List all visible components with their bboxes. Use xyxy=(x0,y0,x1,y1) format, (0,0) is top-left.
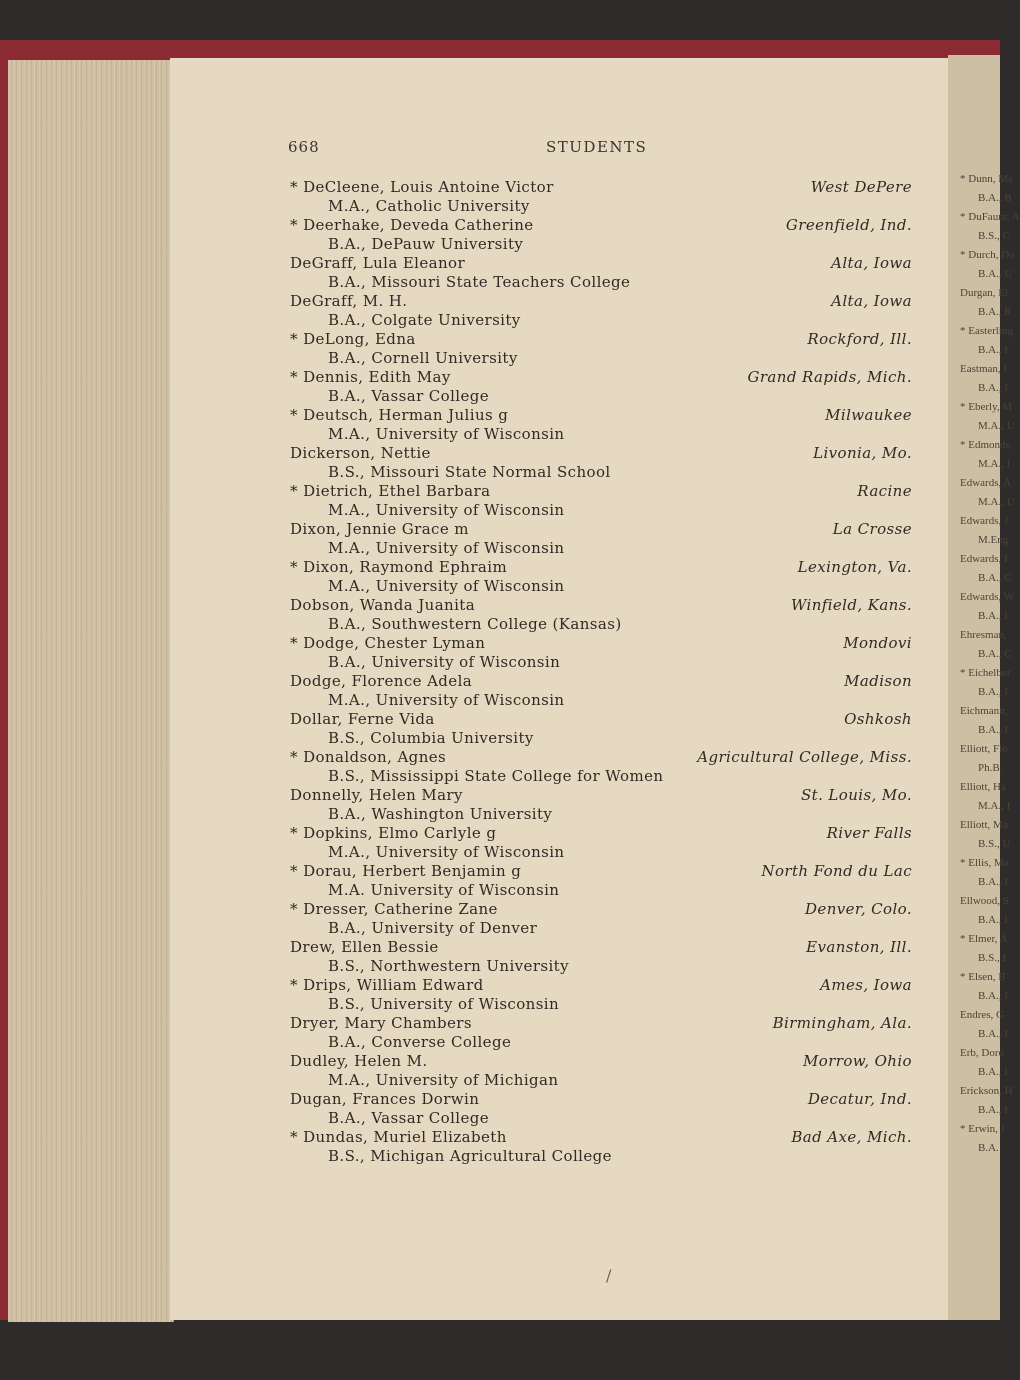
student-hometown: Greenfield, Ind. xyxy=(785,216,912,234)
next-page-fragment: Edwards, I xyxy=(960,553,1008,565)
student-entry xyxy=(290,482,912,501)
student-entry xyxy=(290,672,912,691)
next-page-fragment: * Dunn, Ma xyxy=(960,173,1013,185)
next-page-edge xyxy=(948,55,1020,1320)
next-page-fragment: B.A., C xyxy=(978,648,1012,660)
student-entry xyxy=(290,786,912,805)
student-hometown: Birmingham, Ala. xyxy=(772,1014,912,1032)
student-hometown: Oshkosh xyxy=(844,710,912,728)
next-page-fragment: * Ellis, Ma xyxy=(960,857,1009,869)
next-page-fragment: B.A., I xyxy=(978,724,1008,736)
student-hometown: Bad Axe, Mich. xyxy=(791,1128,912,1146)
next-page-fragment: Edwards, J xyxy=(960,515,1009,527)
student-entry xyxy=(290,824,912,843)
student-name: * Deerhake, Deveda Catherine xyxy=(290,216,534,234)
student-entry xyxy=(290,748,912,767)
student-name: * Dresser, Catherine Zane xyxy=(290,900,498,918)
next-page-fragment: * Elsen, B xyxy=(960,971,1006,983)
next-page-fragment: M.Eng xyxy=(978,534,1009,546)
folio-mark: / xyxy=(606,1266,612,1285)
student-entry xyxy=(290,330,912,349)
next-page-fragment: B.A., I xyxy=(978,382,1008,394)
student-entry xyxy=(290,862,912,881)
student-hometown: Morrow, Ohio xyxy=(803,1052,912,1070)
student-degree: B.S., Michigan Agricultural College xyxy=(328,1147,612,1165)
student-degree: M.A., University of Wisconsin xyxy=(328,577,565,595)
next-page-fragment: * Edmonds, xyxy=(960,439,1013,451)
next-page-fragment: M.A., I xyxy=(978,800,1011,812)
student-degree: M.A., University of Wisconsin xyxy=(328,501,565,519)
student-degree: B.A., University of Denver xyxy=(328,919,538,937)
student-degree: M.A., University of Michigan xyxy=(328,1071,559,1089)
student-name: Dodge, Florence Adela xyxy=(290,672,473,690)
student-entry xyxy=(290,292,912,311)
student-hometown: Evanston, Ill. xyxy=(806,938,912,956)
student-hometown: River Falls xyxy=(826,824,912,842)
next-page-fragment: Elliott, Ha xyxy=(960,781,1006,793)
next-page-fragment: B.A., I xyxy=(978,344,1008,356)
student-degree: M.A., University of Wisconsin xyxy=(328,843,565,861)
student-hometown: St. Louis, Mo. xyxy=(800,786,912,804)
next-page-fragment: B.A., I xyxy=(978,1028,1008,1040)
student-degree: B.A., Converse College xyxy=(328,1033,512,1051)
next-page-fragment: B.A., R xyxy=(978,306,1012,318)
next-page-fragment: B.S., C xyxy=(978,230,1010,242)
student-degree: B.S., Missouri State Normal School xyxy=(328,463,611,481)
student-hometown: North Fond du Lac xyxy=(761,862,912,880)
student-degree: B.S., University of Wisconsin xyxy=(328,995,560,1013)
next-page-fragment: B.S., I xyxy=(978,952,1007,964)
student-entry xyxy=(290,976,912,995)
student-hometown: Alta, Iowa xyxy=(831,254,912,272)
student-name: * Dundas, Muriel Elizabeth xyxy=(290,1128,507,1146)
next-page-fragment: Durgan, El xyxy=(960,287,1009,299)
student-hometown: Ames, Iowa xyxy=(820,976,912,994)
student-hometown: West DePere xyxy=(810,178,912,196)
student-hometown: Racine xyxy=(857,482,912,500)
next-page-fragment: Ph.B. xyxy=(978,762,1003,774)
page xyxy=(170,58,948,1320)
student-name: Dixon, Jennie Grace m xyxy=(290,520,469,538)
student-hometown: Mondovi xyxy=(843,634,912,652)
next-page-fragment: * Eberly, M xyxy=(960,401,1013,413)
student-degree: B.A., Southwestern College (Kansas) xyxy=(328,615,622,633)
student-degree: B.S., Northwestern University xyxy=(328,957,569,975)
student-name: * Drips, William Edward xyxy=(290,976,484,994)
page-number: 668 xyxy=(288,138,320,156)
next-page-fragment: B.A., I xyxy=(978,686,1008,698)
next-page-fragment: B.A., C xyxy=(978,572,1012,584)
student-hometown: Winfield, Kans. xyxy=(790,596,912,614)
student-hometown: Rockford, Ill. xyxy=(807,330,912,348)
running-head: STUDENTS xyxy=(546,138,648,156)
student-name: * Dodge, Chester Lyman xyxy=(290,634,486,652)
student-entry xyxy=(290,368,912,387)
student-entry xyxy=(290,634,912,653)
student-degree: B.A., Colgate University xyxy=(328,311,521,329)
next-page-fragment: * Elmer, A xyxy=(960,933,1008,945)
next-page-fragment: Elliott, Ma xyxy=(960,819,1008,831)
student-name: * Dennis, Edith May xyxy=(290,368,451,386)
next-page-fragment: * Eichelber xyxy=(960,667,1011,679)
next-page-fragment: * Erwin, J xyxy=(960,1123,1005,1135)
student-entry xyxy=(290,1052,912,1071)
next-page-fragment: Edwards, A xyxy=(960,477,1012,489)
next-page-fragment: Erb, Doro xyxy=(960,1047,1004,1059)
student-hometown: La Crosse xyxy=(832,520,912,538)
student-degree: B.S., Columbia University xyxy=(328,729,534,747)
next-page-fragment: M.A., I xyxy=(978,458,1011,470)
student-entry xyxy=(290,1014,912,1033)
student-name: * Dorau, Herbert Benjamin g xyxy=(290,862,522,880)
student-hometown: Lexington, Va. xyxy=(797,558,912,576)
next-page-fragment: B.A., I xyxy=(978,1104,1008,1116)
student-name: Dugan, Frances Dorwin xyxy=(290,1090,480,1108)
next-page-fragment: M.A., U xyxy=(978,496,1015,508)
student-entry xyxy=(290,216,912,235)
next-page-fragment: * Easterling xyxy=(960,325,1013,337)
student-entry xyxy=(290,444,912,463)
student-degree: B.A., Cornell University xyxy=(328,349,518,367)
next-page-fragment: Eastman, I xyxy=(960,363,1008,375)
student-name: DeGraff, Lula Eleanor xyxy=(290,254,466,272)
student-entry xyxy=(290,710,912,729)
next-page-fragment: B.A. xyxy=(978,1142,999,1154)
student-degree: M.A., University of Wisconsin xyxy=(328,691,565,709)
student-hometown: Grand Rapids, Mich. xyxy=(747,368,912,386)
student-name: * DeCleene, Louis Antoine Victor xyxy=(290,178,554,196)
student-hometown: Livonia, Mo. xyxy=(813,444,912,462)
student-degree: B.A., Vassar College xyxy=(328,387,490,405)
student-entry xyxy=(290,406,912,425)
student-degree: M.A., University of Wisconsin xyxy=(328,425,565,443)
student-list xyxy=(290,178,912,1166)
student-entry xyxy=(290,520,912,539)
student-entry xyxy=(290,558,912,577)
student-degree: B.S., Mississippi State College for Women xyxy=(328,767,664,785)
next-page-fragment: B.S., U xyxy=(978,838,1011,850)
student-hometown: Denver, Colo. xyxy=(804,900,912,918)
student-degree: B.A., Washington University xyxy=(328,805,553,823)
student-name: * Deutsch, Herman Julius g xyxy=(290,406,509,424)
student-name: Dudley, Helen M. xyxy=(290,1052,428,1070)
student-name: * Dixon, Raymond Ephraim xyxy=(290,558,508,576)
next-page-fragment: B.A., I xyxy=(978,914,1008,926)
next-page-fragment: M.A., U xyxy=(978,420,1015,432)
student-entry xyxy=(290,938,912,957)
student-entry xyxy=(290,1090,912,1109)
student-hometown: Alta, Iowa xyxy=(831,292,912,310)
student-name: * Dietrich, Ethel Barbara xyxy=(290,482,491,500)
next-page-fragment: Edwards, W xyxy=(960,591,1015,603)
student-entry xyxy=(290,178,912,197)
student-hometown: Agricultural College, Miss. xyxy=(697,748,912,766)
student-name: * DeLong, Edna xyxy=(290,330,416,348)
student-degree: M.A., Catholic University xyxy=(328,197,530,215)
student-name: Dickerson, Nettie xyxy=(290,444,431,462)
student-entry xyxy=(290,900,912,919)
next-page-fragment: B.A., I xyxy=(978,990,1008,1002)
next-page-fragment: * Durch, Do xyxy=(960,249,1015,261)
next-page-fragment: Ellwood, S xyxy=(960,895,1009,907)
student-degree: B.A., DePauw University xyxy=(328,235,524,253)
page-edges xyxy=(8,60,174,1322)
student-name: DeGraff, M. H. xyxy=(290,292,408,310)
student-degree: M.A. University of Wisconsin xyxy=(328,881,560,899)
next-page-fragment: B.A., I xyxy=(978,1066,1008,1078)
next-page-fragment: Elliott, Flo xyxy=(960,743,1008,755)
student-name: Dryer, Mary Chambers xyxy=(290,1014,472,1032)
next-page-fragment: * DuFaunt, A xyxy=(960,211,1020,223)
student-degree: B.A., University of Wisconsin xyxy=(328,653,561,671)
student-name: Drew, Ellen Bessie xyxy=(290,938,439,956)
next-page-fragment: Erickson, H xyxy=(960,1085,1013,1097)
student-name: Donnelly, Helen Mary xyxy=(290,786,463,804)
student-hometown: Decatur, Ind. xyxy=(807,1090,912,1108)
next-page-fragment: B.A., U xyxy=(978,268,1013,280)
student-hometown: Milwaukee xyxy=(825,406,912,424)
next-page-fragment: Eichmann, xyxy=(960,705,1008,717)
student-entry xyxy=(290,1128,912,1147)
student-name: Dollar, Ferne Vida xyxy=(290,710,435,728)
student-degree: B.A., Missouri State Teachers College xyxy=(328,273,631,291)
next-page-fragment: Endres, G xyxy=(960,1009,1004,1021)
next-page-fragment: B.A., I xyxy=(978,610,1008,622)
next-page-fragment: Ehresman, xyxy=(960,629,1007,641)
next-page-fragment: B.A., I xyxy=(978,876,1008,888)
student-degree: B.A., Vassar College xyxy=(328,1109,490,1127)
student-name: * Donaldson, Agnes xyxy=(290,748,447,766)
student-hometown: Madison xyxy=(844,672,912,690)
next-page-fragment: B.A., B xyxy=(978,192,1012,204)
student-degree: M.A., University of Wisconsin xyxy=(328,539,565,557)
student-entry xyxy=(290,254,912,273)
student-name: * Dopkins, Elmo Carlyle g xyxy=(290,824,497,842)
student-entry xyxy=(290,596,912,615)
student-name: Dobson, Wanda Juanita xyxy=(290,596,476,614)
